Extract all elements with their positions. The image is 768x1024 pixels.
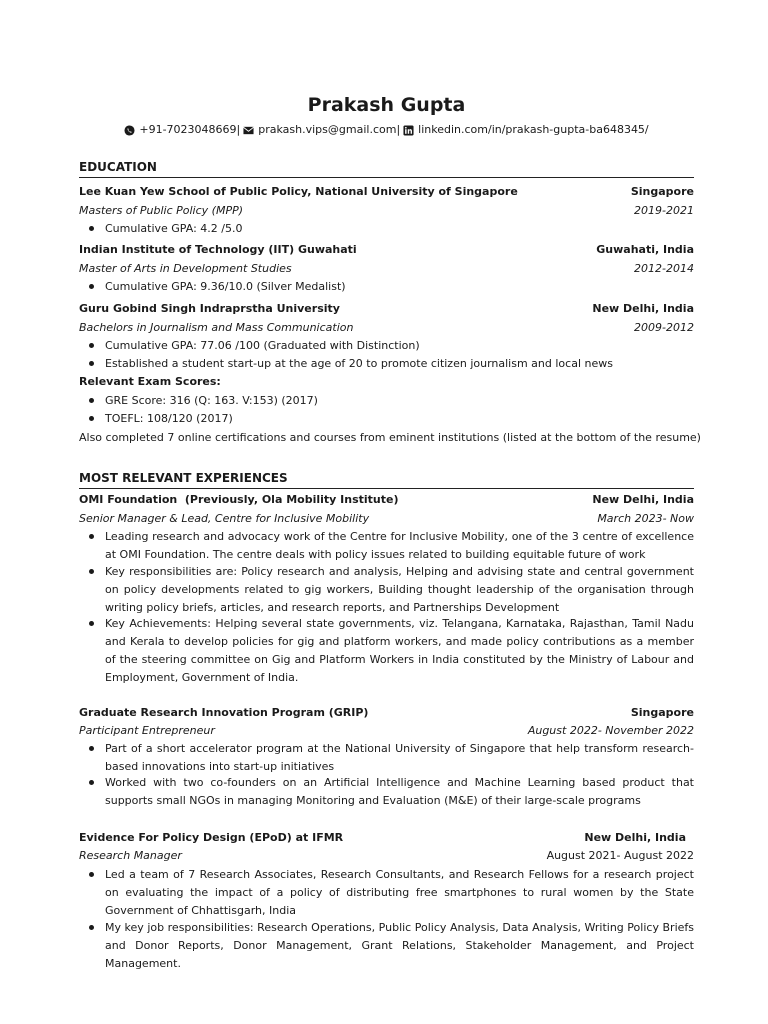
linkedin-icon — [403, 125, 414, 136]
bullet-item: Cumulative GPA: 9.36/10.0 (Silver Medalist) — [105, 278, 694, 296]
bullet-item: Cumulative GPA: 4.2 /5.0 — [105, 220, 694, 238]
location: Guwahati, India — [596, 243, 694, 256]
bullet-item: Established a student start-up at the age of 20 to promote citizen journalism and local news — [105, 355, 694, 373]
role: Participant Entrepreneur — [79, 724, 215, 737]
location: Singapore — [630, 185, 694, 198]
contact-line — [79, 121, 694, 139]
degree: Bachelors in Journalism and Mass Communication — [79, 321, 354, 334]
role: Senior Manager & Lead, Centre for Inclusive Mobility — [79, 512, 370, 525]
exam-scores-heading: Relevant Exam Scores: — [79, 375, 221, 388]
section-title-experience: MOST RELEVANT EXPERIENCES — [79, 469, 694, 489]
experience-entry-subheader — [79, 847, 694, 865]
education-entry-subheader — [79, 260, 694, 278]
bullet-item: Led a team of 7 Research Associates, Research Consultants, and Research Fellows for a research project on evaluating the impact of a policy of distributing free smartphones to rural women by the State Government of Chhattisgarh, India — [105, 866, 694, 920]
education-entry-header — [79, 183, 694, 201]
location: New Delhi, India — [592, 493, 694, 506]
dates: 2009-2012 — [634, 321, 694, 334]
organization: Graduate Research Innovation Program (GRIP) — [79, 706, 369, 719]
contact-separator: | — [396, 123, 401, 136]
organization: Evidence For Policy Design (EPoD) at IFMR — [79, 831, 344, 844]
bullet-item: TOEFL: 108/120 (2017) — [105, 410, 694, 428]
education-entry-header — [79, 241, 694, 259]
dates: March 2023- Now — [597, 512, 694, 525]
organization: OMI Foundation (Previously, Ola Mobility Institute) — [79, 493, 399, 506]
linkedin-link[interactable]: linkedin.com/in/prakash-gupta-ba648345/ — [418, 123, 649, 136]
location: New Delhi, India — [584, 831, 686, 844]
institution: Guru Gobind Singh Indraprstha University — [79, 302, 340, 315]
section-title-education: EDUCATION — [79, 158, 694, 178]
bullet-item: My key job responsibilities: Research Operations, Public Policy Analysis, Data Analysis, Writing Policy Briefs and Donor Reports, Donor Management, Grant Relations, Stakeholder Management, and Project Management. — [105, 919, 694, 973]
degree: Master of Arts in Development Studies — [79, 262, 292, 275]
role: Research Manager — [79, 849, 182, 862]
mail-icon — [243, 125, 254, 136]
education-entry-subheader — [79, 319, 694, 337]
degree: Masters of Public Policy (MPP) — [79, 204, 244, 217]
email-link[interactable]: prakash.vips@gmail.com — [258, 123, 397, 136]
contact-separator: | — [236, 123, 241, 136]
experience-entry-header — [79, 704, 694, 722]
dates: August 2022- November 2022 — [527, 724, 694, 737]
whatsapp-icon — [124, 125, 135, 136]
institution: Indian Institute of Technology (IIT) Guwahati — [79, 243, 357, 256]
bullet-item: GRE Score: 316 (Q: 163. V:153) (2017) — [105, 392, 694, 410]
dates: 2019-2021 — [634, 204, 694, 217]
bullet-item: Part of a short accelerator program at the National University of Singapore that help transform research-based innovations into start-up initiatives — [105, 740, 694, 776]
experience-entry-subheader — [79, 722, 694, 740]
experience-entry-subheader — [79, 510, 694, 528]
bullet-item: Leading research and advocacy work of the Centre for Inclusive Mobility, one of the 3 centre of excellence at OMI Foundation. The centre deals with policy issues related to building equitable future of work — [105, 528, 694, 564]
education-entry-subheader — [79, 202, 694, 220]
bullet-item: Key Achievements: Helping several state governments, viz. Telangana, Karnataka, Rajasthan, Tamil Nadu and Kerala to develop policies for gig and platform workers, and made policy contributions as a member of the steering committee on Gig and Platform Workers in India constituted by the Ministry of Labour and Employment, Government of India. — [105, 615, 694, 687]
bullet-item: Worked with two co-founders on an Artificial Intelligence and Machine Learning based product that supports small NGOs in managing Monitoring and Evaluation (M&E) of their large-scale programs — [105, 774, 694, 810]
education-entry-header — [79, 300, 694, 318]
dates: August 2021- August 2022 — [546, 849, 694, 862]
location: New Delhi, India — [592, 302, 694, 315]
certifications-note: Also completed 7 online certifications and courses from eminent institutions (listed at the bottom of the resume) — [79, 431, 701, 444]
dates: 2012-2014 — [634, 262, 694, 275]
experience-entry-header — [79, 829, 694, 847]
candidate-name: Prakash Gupta — [307, 94, 466, 116]
phone-number[interactable]: +91-7023048669 — [139, 123, 237, 136]
bullet-item: Key responsibilities are: Policy research and analysis, Helping and advising state and central government on policy developments related to gig workers, Building thought leadership of the organisation through writing policy briefs, articles, and research reports, and Partnerships Development — [105, 563, 694, 617]
location: Singapore — [630, 706, 694, 719]
experience-entry-header — [79, 491, 694, 509]
bullet-item: Cumulative GPA: 77.06 /100 (Graduated with Distinction) — [105, 337, 694, 355]
institution: Lee Kuan Yew School of Public Policy, National University of Singapore — [79, 185, 518, 198]
